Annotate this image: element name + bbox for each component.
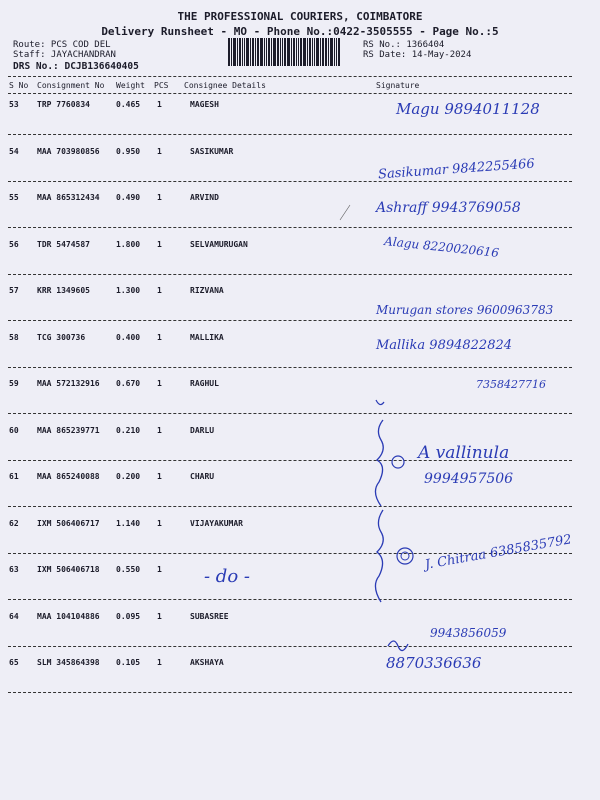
row-consignment: SLM 345864398	[37, 658, 100, 667]
row-weight: 0.465	[116, 100, 141, 109]
row-weight: 0.400	[116, 332, 141, 342]
runsheet-subtitle: Delivery Runsheet - MO - Phone No.:0422-3505555 - Page No.:5	[101, 25, 499, 38]
row-consignee: ARVIND	[190, 193, 219, 202]
signature-row-65: 8870336636	[386, 654, 482, 672]
signature-row-55: Ashraff 9943769058	[376, 200, 521, 216]
row-sno: 65	[9, 658, 19, 667]
row-consignment: MAA 703980856	[37, 146, 100, 156]
row-weight: 0.200	[116, 472, 141, 481]
signature-row-60-61-phone: 9994957506	[424, 471, 514, 487]
row-consignee: AKSHAYA	[190, 658, 224, 667]
row-sno: 60	[9, 425, 19, 435]
col-consignee: Consignee Details	[184, 81, 266, 90]
company-title: THE PROFESSIONAL COURIERS, COIMBATORE	[177, 10, 423, 23]
row-sno: 62	[9, 518, 19, 528]
row-consignee: DARLU	[190, 425, 215, 435]
row-consignee: SUBASREE	[190, 611, 229, 621]
row-weight: 1.140	[116, 518, 141, 528]
row-pcs: 1	[157, 611, 162, 621]
ditto-mark: - do -	[204, 566, 250, 587]
signature-row-58: Mallika 9894822824	[376, 338, 513, 353]
row-weight: 1.800	[116, 239, 141, 249]
row-consignee: RAGHUL	[190, 379, 219, 388]
col-pcs: PCS	[154, 81, 169, 90]
signature-row-64: 9943856059	[430, 626, 507, 640]
row-consignment: TCG 300736	[37, 332, 86, 342]
col-weight: Weight	[116, 81, 145, 90]
row-pcs: 1	[157, 332, 162, 342]
col-consignment: Consignment No	[37, 81, 105, 90]
row-sno: 55	[9, 193, 19, 202]
row-consignment: MAA 104104886	[37, 611, 100, 621]
row-pcs: 1	[157, 425, 162, 435]
row-consignment: TDR 5474587	[37, 239, 90, 249]
signature-row-56: Alagu 8220020616	[383, 234, 500, 260]
row-consignee: SASIKUMAR	[190, 146, 234, 156]
signature-row-62-63: J. Chitraa 6385835792	[423, 532, 573, 573]
row-sno: 59	[9, 379, 19, 388]
row-pcs: 1	[157, 658, 162, 667]
row-pcs: 1	[157, 193, 162, 202]
row-sno: 56	[9, 239, 19, 249]
row-sno: 54	[9, 146, 19, 156]
rs-number: RS No.: 1366404	[363, 40, 445, 50]
row-pcs: 1	[157, 565, 162, 574]
row-sno: 57	[9, 286, 19, 295]
row-consignment: MAA 865312434	[37, 193, 100, 202]
row-pcs: 1	[157, 286, 162, 295]
row-weight: 0.210	[116, 425, 141, 435]
row-pcs: 1	[157, 100, 162, 109]
row-consignment: MAA 572132916	[37, 379, 100, 388]
row-weight: 1.300	[116, 286, 141, 295]
signature-row-59: 7358427716	[476, 378, 546, 391]
row-consignment: KRR 1349605	[37, 286, 90, 295]
row-pcs: 1	[157, 146, 162, 156]
row-weight: 0.490	[116, 193, 141, 202]
signature-row-54: Sasikumar 9842255466	[377, 156, 536, 183]
col-sno: S No	[9, 81, 29, 90]
row-pcs: 1	[157, 472, 162, 481]
row-sno: 64	[9, 611, 19, 621]
row-consignee: MAGESH	[190, 100, 219, 109]
row-consignment: MAA 865240088	[37, 472, 100, 481]
row-consignment: TRP 7760834	[37, 100, 90, 109]
row-sno: 63	[9, 565, 19, 574]
signature-row-57: Murugan stores 9600963783	[376, 303, 554, 317]
row-pcs: 1	[157, 239, 162, 249]
row-sno: 53	[9, 100, 19, 109]
row-consignee: CHARU	[190, 472, 215, 481]
row-consignment: IXM 506406718	[37, 565, 100, 574]
drs-number: DRS No.: DCJB136640405	[13, 61, 139, 72]
row-weight: 0.550	[116, 565, 141, 574]
route-label: Route: PCS COD DEL	[13, 40, 111, 50]
row-consignee: RIZVANA	[190, 286, 224, 295]
signature-row-60-61-name: A vallinula	[418, 443, 510, 463]
row-weight: 0.950	[116, 146, 141, 156]
row-consignment: IXM 506406717	[37, 518, 100, 528]
row-pcs: 1	[157, 379, 162, 388]
row-consignee: VIJAYAKUMAR	[190, 518, 243, 528]
row-consignee: SELVAMURUGAN	[190, 239, 248, 249]
row-weight: 0.670	[116, 379, 141, 388]
signature-row-53: Magu 9894011128	[396, 100, 540, 118]
rs-date: RS Date: 14-May-2024	[363, 50, 472, 60]
staff-label: Staff: JAYACHANDRAN	[13, 50, 116, 60]
row-weight: 0.095	[116, 611, 141, 621]
row-consignment: MAA 865239771	[37, 425, 100, 435]
col-signature: Signature	[376, 81, 420, 90]
row-pcs: 1	[157, 518, 162, 528]
row-weight: 0.105	[116, 658, 141, 667]
row-sno: 61	[9, 472, 19, 481]
row-consignee: MALLIKA	[190, 332, 224, 342]
row-sno: 58	[9, 332, 19, 342]
